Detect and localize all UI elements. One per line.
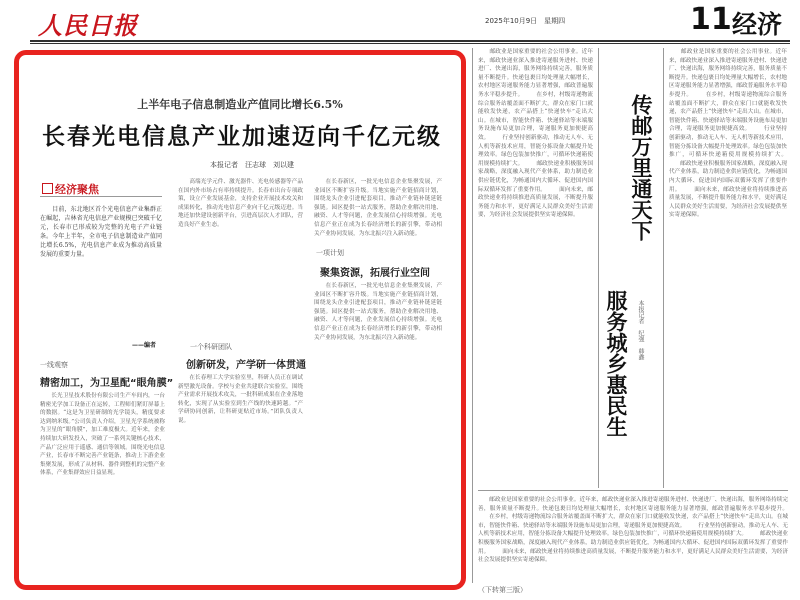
highlight-box xyxy=(14,50,466,590)
masthead-rule xyxy=(30,40,790,42)
issue-date: 2025年10月9日 星期四 xyxy=(485,17,566,25)
article-body: 在长春理工大学实验室里，科研人员正在调试新型激光设备。学校与企业共建联合实验室，围绕产业需求开展技术攻关，一批科研成果在企业落地转化，实现了从实验室到生产线的快速跨越。“产学研协同创新，让科研更贴近市场。”团队负责人说。 xyxy=(178,375,303,424)
page-number: 11 xyxy=(690,2,732,37)
section-title-research: 创新研发，产学研一体贯通 xyxy=(186,360,306,371)
section-label: 一个科研团队 xyxy=(190,343,232,351)
article-body: 邮政业是国家重要的社会公用事业。近年来，邮政快递业深入推进寄递服务进村、快递进厂、快递出海，服务网络持续完善，服务质量不断提升。快递包裹日均处理量大幅增长，农村地区寄递服务能力显著增强，邮政普遍服务水平稳步提升。 在乡村，村级寄递物流综合服务站覆盖面不断扩大，群众在家门口就能收发快递，农产品搭上“快递快车”走出大山。在城市，智能快件箱、快递驿站等末端服务设施布局更加合理，寄递服务更加便捷高效。 行业坚持创新驱动，推动无人车、无人机等新技术应用，智能分拣设备大幅提升处理效率。绿色包装加快推广，可循环快递箱使用规模持续扩大。 邮政快递业积极服务国家战略，深度融入现代产业体系，助力制造业供应链优化，为畅通国内大循环、促进国内国际双循环发挥了重要作用。 面向未来，邮政快递业将持续推进高质量发展，不断提升服务能力和水平，更好满足人民群众美好生活需要，为经济社会发展提供坚实寄递保障。 xyxy=(478,49,593,219)
section-title-precision: 精密加工，为卫星配“眼角膜” xyxy=(40,378,174,389)
column-divider xyxy=(598,48,599,488)
article-body: 在长春新区，一批光电信息企业集聚发展，产业园区不断扩容升级。当地实施产业链招商计划，围绕龙头企业引进配套项目，推动产业链补链延链强链。园区提供一站式服务，帮助企业解决用地、融资、人才等问题，企业发展信心持续增强。光电信息产业正在成为长春经济增长的新引擎，带动相关产业协同发展，为东北振兴注入新动能。 xyxy=(314,179,442,237)
section-label: 一线观察 xyxy=(40,361,68,369)
continued-note: （下转第三版） xyxy=(478,586,527,594)
article-subheadline: 上半年电子信息制造业产值同比增长6.5% xyxy=(137,98,343,111)
masthead-rule-thin xyxy=(30,43,790,44)
section-label: 一项计划 xyxy=(316,249,344,257)
section-title: 经济 xyxy=(732,10,783,39)
article-body: 在长春新区，一批光电信息企业集聚发展，产业园区不断扩容升级。当地实施产业链招商计划，围绕龙头企业引进配套项目，推动产业链补链延链强链。园区提供一站式服务，帮助企业解决用地、融资、人才等问题，企业发展信心持续增强。光电信息产业正在成为长春经济增长的新引擎，带动相关产业协同发展，为东北振兴注入新动能。 xyxy=(314,283,442,341)
lead-signoff: ——编者 xyxy=(132,342,157,349)
article-body: 长光卫星技术股份有限公司生产车间内，一台精密光学加工设备正在运转，工程师们紧盯屏幕上的数据。“这是为卫星研制的光学镜头，精度要求达到纳米级。”公司负责人介绍，卫星光学系统被称为卫星的“眼角膜”，加工难度极大。近年来，企业持续加大研发投入，突破了一系列关键核心技术，产品广泛应用于遥感、通信等领域。围绕光电信息产业，长春市不断完善产业链条，推动上下游企业集聚发展，形成了从材料、器件到整机的完整产业体系，产业集群效应日益显现。 xyxy=(40,393,165,477)
right-article-headline-1: 传邮万里通天下 xyxy=(629,94,654,241)
article-body: 邮政业是国家重要的社会公用事业。近年来，邮政快递业深入推进寄递服务进村、快递进厂、快递出海，服务网络持续完善，服务质量不断提升。快递包裹日均处理量大幅增长，农村地区寄递服务能力显著增强，邮政普遍服务水平稳步提升。 在乡村，村级寄递物流综合服务站覆盖面不断扩大，群众在家门口就能收发快递，农产品搭上“快递快车”走出大山。在城市，智能快件箱、快递驿站等末端服务设施布局更加合理，寄递服务更加便捷高效。 行业坚持创新驱动，推动无人车、无人机等新技术应用，智能分拣设备大幅提升处理效率。绿色包装加快推广，可循环快递箱使用规模持续扩大。 邮政快递业积极服务国家战略，深度融入现代产业体系，助力制造业供应链优化，为畅通国内大循环、促进国内国际双循环发挥了重要作用。 面向未来，邮政快递业将持续推进高质量发展，不断提升服务能力和水平，更好满足人民群众美好生活需要，为经济社会发展提供坚实寄递保障。 xyxy=(669,49,787,219)
section-divider xyxy=(478,490,788,491)
article-body: 邮政业是国家重要的社会公用事业。近年来，邮政快递业深入推进寄递服务进村、快递进厂、快递出海，服务网络持续完善，服务质量不断提升。快递包裹日均处理量大幅增长，农村地区寄递服务能力显著增强，邮政普遍服务水平稳步提升。 在乡村，村级寄递物流综合服务站覆盖面不断扩大，群众在家门口就能收发快递，农产品搭上“快递快车”走出大山。在城市，智能快件箱、快递驿站等末端服务设施布局更加合理，寄递服务更加便捷高效。 行业坚持创新驱动，推动无人车、无人机等新技术应用，智能分拣设备大幅提升处理效率。绿色包装加快推广，可循环快递箱使用规模持续扩大。 邮政快递业积极服务国家战略，深度融入现代产业体系，助力制造业供应链优化，为畅通国内大循环、促进国内国际双循环发挥了重要作用。 面向未来，邮政快递业将持续推进高质量发展，不断提升服务能力和水平，更好满足人民群众美好生活需要，为经济社会发展提供坚实寄递保障。 xyxy=(478,497,788,564)
column-divider xyxy=(472,48,473,583)
article-lead: 目前，东北地区首个光电信息产业集群正在崛起，吉林省光电信息产业规模已突破千亿元，长春市已形成较为完整的光电子产业链条。今年上半年，全市电子信息制造业产值同比增长6.5%，光电信息产业成为推动高质量发展的重要力量。 xyxy=(40,206,162,258)
column-divider xyxy=(663,48,664,488)
article-body: 高端光学元件、激光器件、光电传感器等产品在国内外市场占有率持续提升。长春市出台专项政策，设立产业发展基金，支持企业开展技术攻关和成果转化，推动光电信息产业向千亿元级迈进。当地还加快建设创新平台，引进高层次人才团队，营造良好产业生态。 xyxy=(178,179,303,228)
kicker-label: 经济聚焦 xyxy=(55,183,99,196)
right-article-headline-2: 服务城乡惠民生 xyxy=(604,290,629,437)
right-article-byline: 本报记者 纪强 韩鑫 xyxy=(637,300,644,360)
article-headline: 长春光电信息产业加速迈向千亿元级 xyxy=(42,123,442,150)
article-byline: 本报记者 汪志球 刘以建 xyxy=(210,161,294,169)
section-title-resources: 聚集资源，拓展行业空间 xyxy=(320,268,430,279)
newspaper-logo: 人民日报 xyxy=(38,11,138,40)
